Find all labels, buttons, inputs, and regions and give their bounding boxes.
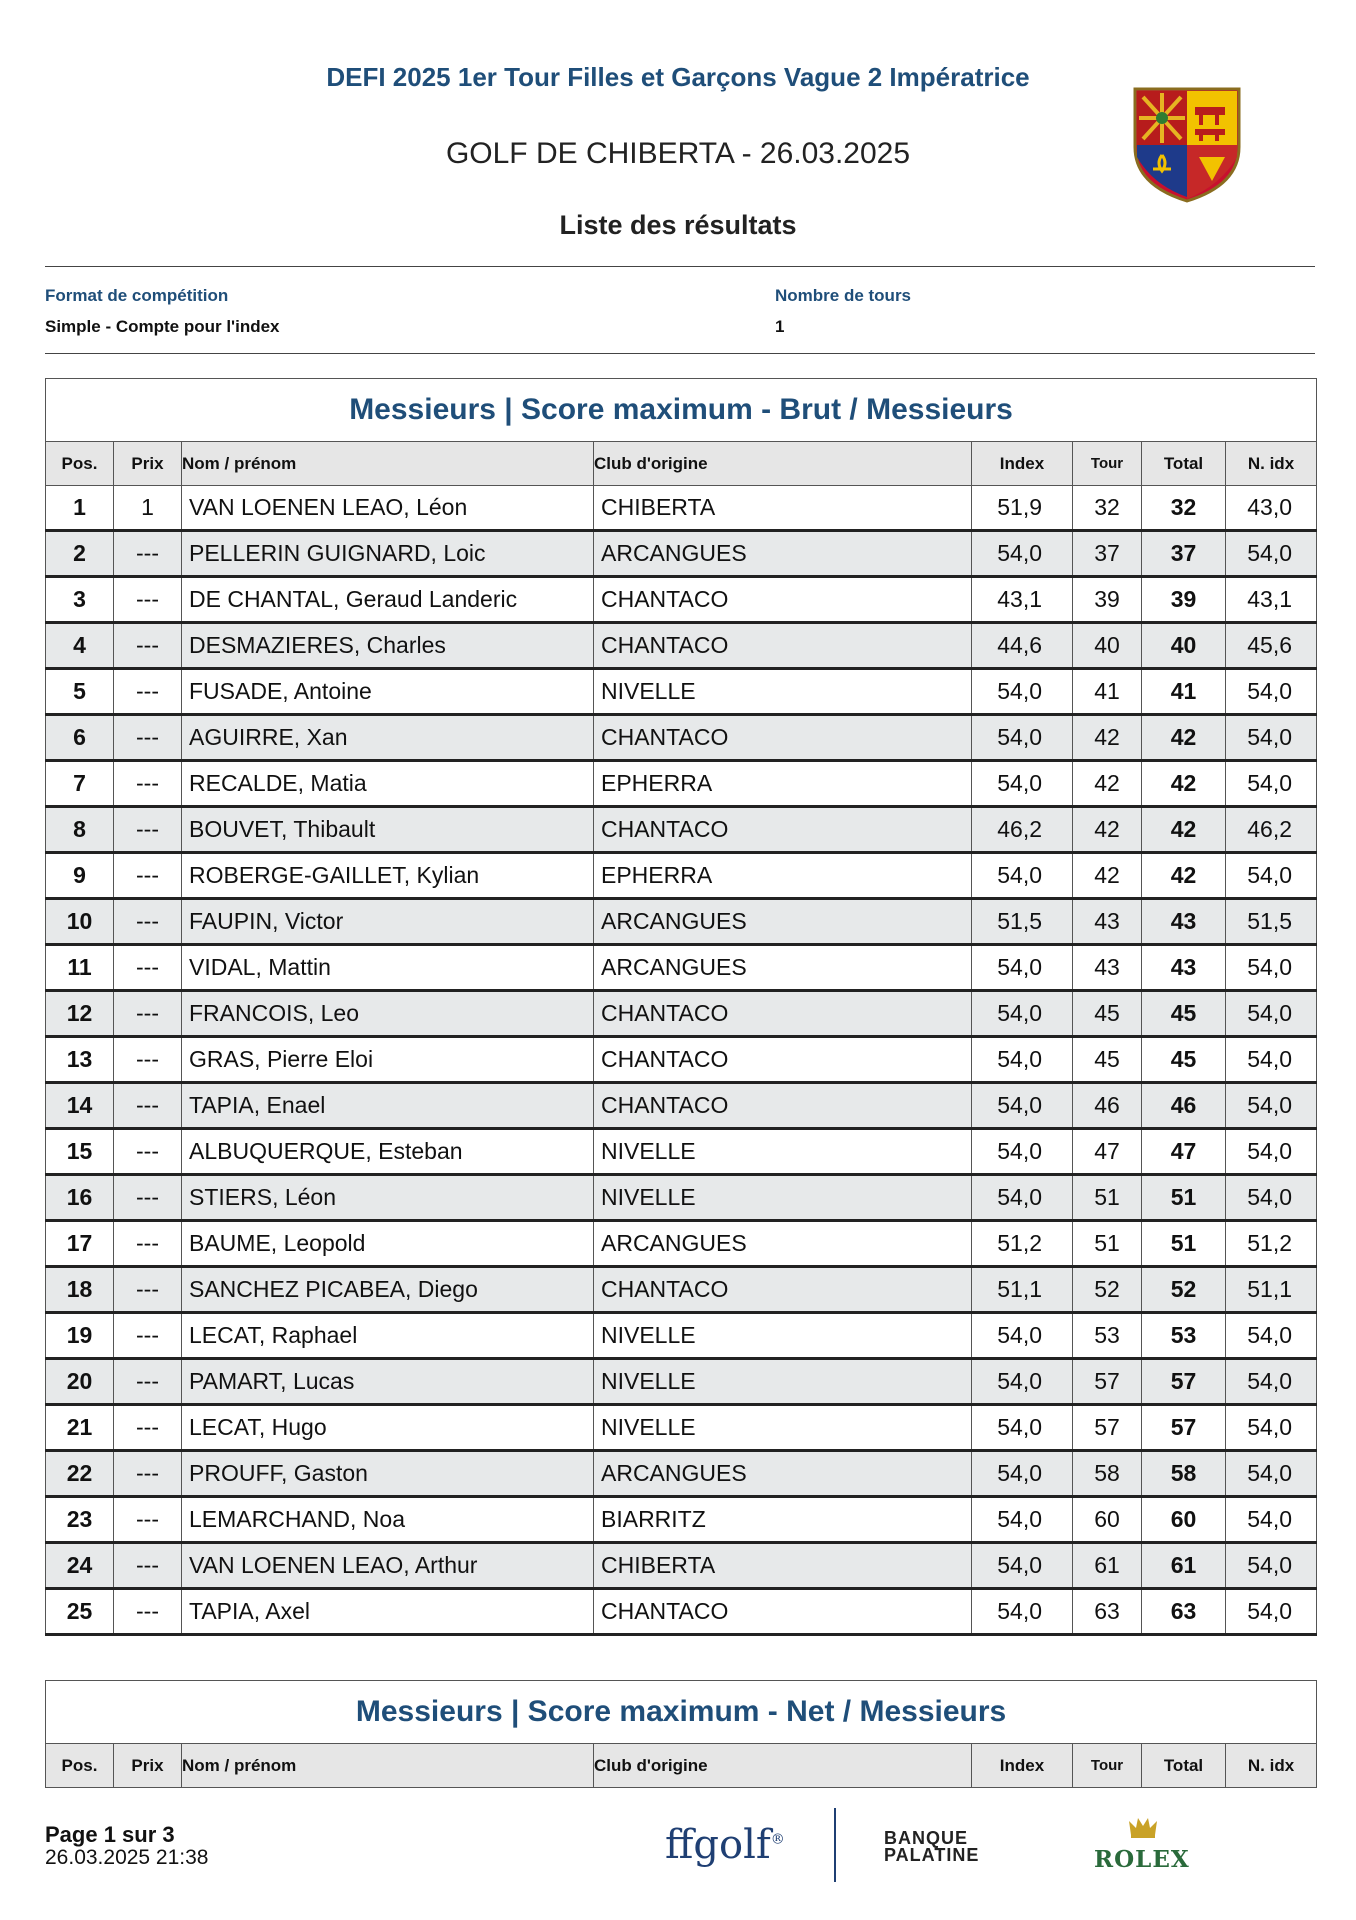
- row-total: 32: [1142, 486, 1226, 531]
- row-club: CHANTACO: [594, 577, 972, 623]
- row-nidx: 54,0: [1226, 1037, 1317, 1083]
- table-row: [46, 1359, 1317, 1405]
- row-prix: ---: [114, 577, 182, 623]
- row-prix: ---: [114, 1083, 182, 1129]
- row-name: SANCHEZ PICABEA, Diego: [182, 1267, 594, 1313]
- row-pos: 8: [46, 807, 114, 853]
- banque-palatine-line2: PALATINE: [884, 1845, 980, 1865]
- row-tour: 63: [1073, 1589, 1142, 1635]
- row-prix: ---: [114, 853, 182, 899]
- table-row: [46, 1497, 1317, 1543]
- table-row: [46, 486, 1317, 531]
- row-club: CHANTACO: [594, 715, 972, 761]
- row-nidx: 54,0: [1226, 853, 1317, 899]
- row-total: 43: [1142, 899, 1226, 945]
- row-club: CHANTACO: [594, 991, 972, 1037]
- table-row: [46, 1313, 1317, 1359]
- row-club: CHIBERTA: [594, 1543, 972, 1589]
- row-prix: ---: [114, 945, 182, 991]
- row-tour: 58: [1073, 1451, 1142, 1497]
- row-pos: 7: [46, 761, 114, 807]
- row-index: 43,1: [972, 577, 1073, 623]
- row-total: 52: [1142, 1267, 1226, 1313]
- col-prix: Prix: [114, 1744, 182, 1788]
- row-prix: ---: [114, 1497, 182, 1543]
- row-index: 54,0: [972, 1037, 1073, 1083]
- row-total: 51: [1142, 1221, 1226, 1267]
- row-index: 51,5: [972, 899, 1073, 945]
- row-tour: 42: [1073, 853, 1142, 899]
- row-club: NIVELLE: [594, 1175, 972, 1221]
- row-club: CHANTACO: [594, 1267, 972, 1313]
- row-club: CHANTACO: [594, 1037, 972, 1083]
- table-row: [46, 715, 1317, 761]
- row-pos: 12: [46, 991, 114, 1037]
- banque-palatine-line1: BANQUE: [884, 1828, 969, 1848]
- row-club: ARCANGUES: [594, 1451, 972, 1497]
- table-row: [46, 531, 1317, 577]
- row-club: CHIBERTA: [594, 486, 972, 531]
- brut-table-body: [46, 486, 1317, 1635]
- row-pos: 15: [46, 1129, 114, 1175]
- row-name: VAN LOENEN LEAO, Léon: [182, 486, 594, 531]
- row-prix: ---: [114, 623, 182, 669]
- row-tour: 42: [1073, 715, 1142, 761]
- row-prix: ---: [114, 715, 182, 761]
- row-pos: 6: [46, 715, 114, 761]
- row-tour: 61: [1073, 1543, 1142, 1589]
- row-nidx: 54,0: [1226, 715, 1317, 761]
- row-nidx: 54,0: [1226, 1313, 1317, 1359]
- row-tour: 46: [1073, 1083, 1142, 1129]
- row-name: STIERS, Léon: [182, 1175, 594, 1221]
- row-club: CHANTACO: [594, 1589, 972, 1635]
- net-results-table: [45, 1680, 1317, 1788]
- row-index: 54,0: [972, 945, 1073, 991]
- row-name: TAPIA, Axel: [182, 1589, 594, 1635]
- rounds-value: 1: [775, 317, 785, 336]
- col-index: Index: [972, 1744, 1073, 1788]
- net-table-caption: Messieurs | Score maximum - Net / Messieurs: [46, 1681, 1317, 1744]
- row-total: 45: [1142, 991, 1226, 1037]
- row-prix: ---: [114, 1313, 182, 1359]
- table-row: [46, 1589, 1317, 1635]
- row-tour: 45: [1073, 1037, 1142, 1083]
- row-prix: 1: [114, 486, 182, 531]
- row-tour: 53: [1073, 1313, 1142, 1359]
- row-prix: ---: [114, 1129, 182, 1175]
- row-total: 41: [1142, 669, 1226, 715]
- row-pos: 18: [46, 1267, 114, 1313]
- row-total: 60: [1142, 1497, 1226, 1543]
- row-tour: 45: [1073, 991, 1142, 1037]
- row-index: 54,0: [972, 1543, 1073, 1589]
- row-tour: 37: [1073, 531, 1142, 577]
- row-total: 42: [1142, 715, 1226, 761]
- row-nidx: 43,1: [1226, 577, 1317, 623]
- top-rule: [45, 266, 1315, 267]
- row-index: 54,0: [972, 669, 1073, 715]
- row-club: NIVELLE: [594, 1129, 972, 1175]
- row-tour: 57: [1073, 1359, 1142, 1405]
- row-total: 61: [1142, 1543, 1226, 1589]
- col-name: Nom / prénom: [182, 1744, 594, 1788]
- row-total: 47: [1142, 1129, 1226, 1175]
- row-prix: ---: [114, 1589, 182, 1635]
- table-row: [46, 1451, 1317, 1497]
- row-nidx: 54,0: [1226, 1451, 1317, 1497]
- row-index: 51,9: [972, 486, 1073, 531]
- table-row: [46, 761, 1317, 807]
- row-total: 40: [1142, 623, 1226, 669]
- table-row: [46, 1083, 1317, 1129]
- meta-rule: [45, 353, 1315, 354]
- row-pos: 19: [46, 1313, 114, 1359]
- row-index: 54,0: [972, 1313, 1073, 1359]
- row-tour: 51: [1073, 1221, 1142, 1267]
- row-name: DESMAZIERES, Charles: [182, 623, 594, 669]
- row-total: 46: [1142, 1083, 1226, 1129]
- row-name: BAUME, Leopold: [182, 1221, 594, 1267]
- row-tour: 42: [1073, 761, 1142, 807]
- page-number: Page 1 sur 3: [45, 1822, 175, 1847]
- col-prix: Prix: [114, 442, 182, 486]
- row-index: 54,0: [972, 1129, 1073, 1175]
- row-total: 42: [1142, 807, 1226, 853]
- row-tour: 60: [1073, 1497, 1142, 1543]
- venue-date: GOLF DE CHIBERTA - 26.03.2025: [445, 137, 911, 170]
- row-tour: 57: [1073, 1405, 1142, 1451]
- print-timestamp: 26.03.2025 21:38: [45, 1846, 209, 1869]
- brut-table-caption: Messieurs | Score maximum - Brut / Messieurs: [46, 379, 1317, 442]
- row-name: FUSADE, Antoine: [182, 669, 594, 715]
- row-pos: 22: [46, 1451, 114, 1497]
- row-total: 45: [1142, 1037, 1226, 1083]
- row-prix: ---: [114, 1037, 182, 1083]
- row-index: 54,0: [972, 1083, 1073, 1129]
- row-nidx: 54,0: [1226, 991, 1317, 1037]
- banque-palatine-logo: [884, 1830, 979, 1864]
- row-total: 57: [1142, 1359, 1226, 1405]
- row-club: ARCANGUES: [594, 1221, 972, 1267]
- row-name: AGUIRRE, Xan: [182, 715, 594, 761]
- row-index: 51,2: [972, 1221, 1073, 1267]
- table-row: [46, 1037, 1317, 1083]
- row-nidx: 54,0: [1226, 1129, 1317, 1175]
- table-row: [46, 945, 1317, 991]
- row-index: 54,0: [972, 991, 1073, 1037]
- row-name: LECAT, Hugo: [182, 1405, 594, 1451]
- coat-of-arms-icon: [1133, 87, 1241, 203]
- row-total: 51: [1142, 1175, 1226, 1221]
- row-nidx: 54,0: [1226, 761, 1317, 807]
- row-nidx: 51,5: [1226, 899, 1317, 945]
- row-index: 54,0: [972, 715, 1073, 761]
- row-name: TAPIA, Enael: [182, 1083, 594, 1129]
- row-pos: 17: [46, 1221, 114, 1267]
- table-row: [46, 1543, 1317, 1589]
- row-name: LEMARCHAND, Noa: [182, 1497, 594, 1543]
- col-tour: Tour: [1073, 442, 1142, 486]
- col-pos: Pos.: [46, 442, 114, 486]
- row-prix: ---: [114, 991, 182, 1037]
- table-row: [46, 1267, 1317, 1313]
- row-index: 54,0: [972, 853, 1073, 899]
- row-total: 57: [1142, 1405, 1226, 1451]
- row-name: DE CHANTAL, Geraud Landeric: [182, 577, 594, 623]
- row-nidx: 54,0: [1226, 945, 1317, 991]
- row-pos: 16: [46, 1175, 114, 1221]
- row-total: 37: [1142, 531, 1226, 577]
- row-name: ALBUQUERQUE, Esteban: [182, 1129, 594, 1175]
- ffgolf-logo: ffgolf®: [665, 1822, 785, 1868]
- row-index: 46,2: [972, 807, 1073, 853]
- row-index: 54,0: [972, 1589, 1073, 1635]
- rounds-label: Nombre de tours: [775, 286, 912, 305]
- row-pos: 14: [46, 1083, 114, 1129]
- format-value: Simple - Compte pour l'index: [45, 317, 280, 336]
- row-prix: ---: [114, 1175, 182, 1221]
- ffgolf-logo-text: ffgolf: [665, 1822, 771, 1868]
- row-nidx: 54,0: [1226, 531, 1317, 577]
- row-prix: ---: [114, 669, 182, 715]
- row-prix: ---: [114, 531, 182, 577]
- row-pos: 21: [46, 1405, 114, 1451]
- row-index: 54,0: [972, 761, 1073, 807]
- row-prix: ---: [114, 1359, 182, 1405]
- row-tour: 43: [1073, 899, 1142, 945]
- row-name: PROUFF, Gaston: [182, 1451, 594, 1497]
- row-pos: 13: [46, 1037, 114, 1083]
- row-prix: ---: [114, 1221, 182, 1267]
- col-club: Club d'origine: [594, 442, 972, 486]
- table-row: [46, 991, 1317, 1037]
- row-club: NIVELLE: [594, 1313, 972, 1359]
- row-nidx: 54,0: [1226, 669, 1317, 715]
- row-club: NIVELLE: [594, 1405, 972, 1451]
- row-club: NIVELLE: [594, 669, 972, 715]
- row-name: VIDAL, Mattin: [182, 945, 594, 991]
- table-row: [46, 853, 1317, 899]
- row-club: EPHERRA: [594, 761, 972, 807]
- row-index: 54,0: [972, 531, 1073, 577]
- row-club: CHANTACO: [594, 1083, 972, 1129]
- row-prix: ---: [114, 1405, 182, 1451]
- row-tour: 47: [1073, 1129, 1142, 1175]
- row-total: 63: [1142, 1589, 1226, 1635]
- row-nidx: 54,0: [1226, 1589, 1317, 1635]
- row-tour: 40: [1073, 623, 1142, 669]
- row-prix: ---: [114, 1543, 182, 1589]
- row-index: 54,0: [972, 1405, 1073, 1451]
- rolex-logo: ROLEX: [1094, 1846, 1190, 1873]
- row-nidx: 54,0: [1226, 1405, 1317, 1451]
- row-name: VAN LOENEN LEAO, Arthur: [182, 1543, 594, 1589]
- row-total: 42: [1142, 761, 1226, 807]
- row-tour: 51: [1073, 1175, 1142, 1221]
- col-total: Total: [1142, 442, 1226, 486]
- row-pos: 25: [46, 1589, 114, 1635]
- row-nidx: 51,2: [1226, 1221, 1317, 1267]
- event-title: DEFI 2025 1er Tour Filles et Garçons Vague 2 Impératrice: [326, 62, 1030, 92]
- row-pos: 9: [46, 853, 114, 899]
- col-nidx: N. idx: [1226, 1744, 1317, 1788]
- col-tour: Tour: [1073, 1744, 1142, 1788]
- row-club: BIARRITZ: [594, 1497, 972, 1543]
- row-club: EPHERRA: [594, 853, 972, 899]
- col-club: Club d'origine: [594, 1744, 972, 1788]
- row-name: RECALDE, Matia: [182, 761, 594, 807]
- row-pos: 2: [46, 531, 114, 577]
- row-pos: 11: [46, 945, 114, 991]
- col-total: Total: [1142, 1744, 1226, 1788]
- table-row: [46, 1221, 1317, 1267]
- row-total: 58: [1142, 1451, 1226, 1497]
- col-nidx: N. idx: [1226, 442, 1317, 486]
- row-index: 54,0: [972, 1359, 1073, 1405]
- row-nidx: 54,0: [1226, 1497, 1317, 1543]
- table-row: [46, 1129, 1317, 1175]
- row-name: FRANCOIS, Leo: [182, 991, 594, 1037]
- row-pos: 3: [46, 577, 114, 623]
- row-prix: ---: [114, 899, 182, 945]
- col-index: Index: [972, 442, 1073, 486]
- row-index: 54,0: [972, 1497, 1073, 1543]
- format-label: Format de compétition: [45, 286, 229, 305]
- row-prix: ---: [114, 807, 182, 853]
- row-tour: 42: [1073, 807, 1142, 853]
- table-row: [46, 807, 1317, 853]
- row-club: ARCANGUES: [594, 531, 972, 577]
- row-total: 43: [1142, 945, 1226, 991]
- row-prix: ---: [114, 1451, 182, 1497]
- row-nidx: 45,6: [1226, 623, 1317, 669]
- table-row: [46, 1175, 1317, 1221]
- table-row: [46, 623, 1317, 669]
- row-total: 39: [1142, 577, 1226, 623]
- row-name: ROBERGE-GAILLET, Kylian: [182, 853, 594, 899]
- list-title: Liste des résultats: [559, 210, 797, 240]
- row-name: PAMART, Lucas: [182, 1359, 594, 1405]
- table-row: [46, 577, 1317, 623]
- row-tour: 39: [1073, 577, 1142, 623]
- row-total: 53: [1142, 1313, 1226, 1359]
- brut-results-table: [45, 378, 1317, 1636]
- row-tour: 32: [1073, 486, 1142, 531]
- row-pos: 1: [46, 486, 114, 531]
- row-prix: ---: [114, 761, 182, 807]
- row-index: 54,0: [972, 1451, 1073, 1497]
- row-pos: 5: [46, 669, 114, 715]
- row-tour: 52: [1073, 1267, 1142, 1313]
- rolex-crown-icon: [1128, 1815, 1158, 1839]
- row-index: 44,6: [972, 623, 1073, 669]
- row-pos: 4: [46, 623, 114, 669]
- row-pos: 24: [46, 1543, 114, 1589]
- row-nidx: 46,2: [1226, 807, 1317, 853]
- row-name: PELLERIN GUIGNARD, Loic: [182, 531, 594, 577]
- col-pos: Pos.: [46, 1744, 114, 1788]
- row-total: 42: [1142, 853, 1226, 899]
- row-nidx: 54,0: [1226, 1083, 1317, 1129]
- row-nidx: 54,0: [1226, 1543, 1317, 1589]
- row-index: 54,0: [972, 1175, 1073, 1221]
- table-row: [46, 669, 1317, 715]
- row-tour: 43: [1073, 945, 1142, 991]
- table-row: [46, 1405, 1317, 1451]
- row-name: FAUPIN, Victor: [182, 899, 594, 945]
- row-nidx: 51,1: [1226, 1267, 1317, 1313]
- sponsor-divider: [834, 1808, 836, 1882]
- row-pos: 10: [46, 899, 114, 945]
- row-nidx: 54,0: [1226, 1175, 1317, 1221]
- table-row: [46, 899, 1317, 945]
- row-club: CHANTACO: [594, 623, 972, 669]
- row-name: GRAS, Pierre Eloi: [182, 1037, 594, 1083]
- row-nidx: 54,0: [1226, 1359, 1317, 1405]
- row-club: ARCANGUES: [594, 945, 972, 991]
- row-pos: 23: [46, 1497, 114, 1543]
- col-name: Nom / prénom: [182, 442, 594, 486]
- row-name: LECAT, Raphael: [182, 1313, 594, 1359]
- row-tour: 41: [1073, 669, 1142, 715]
- row-name: BOUVET, Thibault: [182, 807, 594, 853]
- row-prix: ---: [114, 1267, 182, 1313]
- row-club: CHANTACO: [594, 807, 972, 853]
- row-club: ARCANGUES: [594, 899, 972, 945]
- row-club: NIVELLE: [594, 1359, 972, 1405]
- row-index: 51,1: [972, 1267, 1073, 1313]
- row-nidx: 43,0: [1226, 486, 1317, 531]
- row-pos: 20: [46, 1359, 114, 1405]
